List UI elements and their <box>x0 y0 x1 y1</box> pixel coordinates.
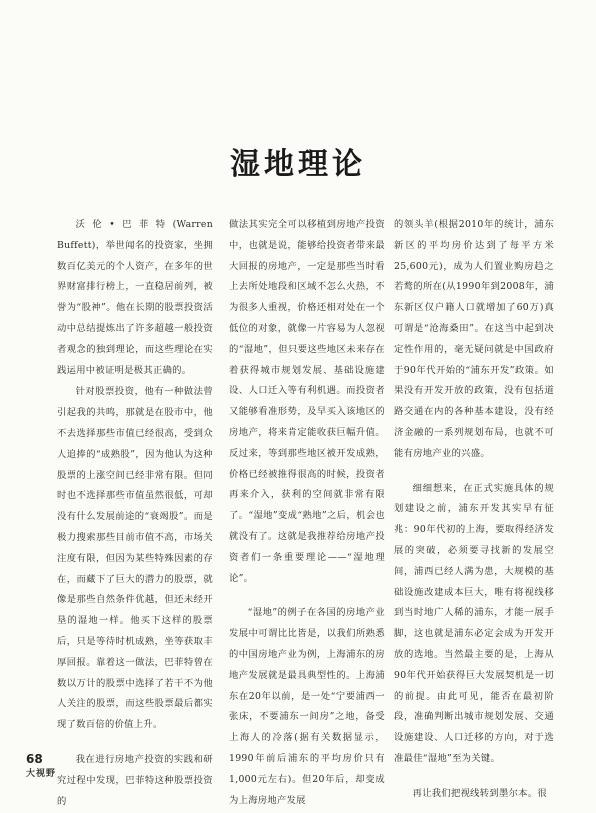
article-title: 湿地理论 <box>230 147 366 182</box>
magazine-name: 大视野 <box>26 769 57 779</box>
text-column-2 <box>229 215 385 812</box>
paragraph: 针对股票投资，他有一种做法曾引起我的共鸣，那就是在股市中，他不去选择那些市值已经很高，受到众人追捧的“成熟股”，因为他认为这种股票的上涨空间已经非常有限。但同时也不选择那些市值虽然很低，可却没有什么发展前途的“衰竭股”。而是极力搜索那些目前市值不高，市场关注度有限，但因为某些特殊因素的存在，而藏下了巨大的潜力的股票，就像是那些自然条件优越，但还未经开垦的湿地一样。他买下这样的股票后，只是等待时机成熟，坐等获取丰厚回报。靠着这一做法，巴菲特曾在数以万计的股票中选择了若干不为他人关注的股票，而这些股票最后都实现了数百倍的价值上升。 <box>57 386 213 731</box>
paragraph: 细细想来，在正式实施具体的规划建设之前，浦东开发其实早有征兆：90年代初的上海，要取得经济发展的突破，必须要寻找新的发展空间，浦西已经人满为患，大规模的基础设施改建成本巨大，唯有将视线移到当时地广人稀的浦东，才能一展手脚，这也就是浦东必定会成为开发开放的选地。当然最主要的是，上海从90年代开始获得巨大发展契机是一切的前提。由此可见，能否在最初阶段，准确判断出城市规划发展、交通设施建设、人口迁移的方向，对于选准最佳“湿地”至为关键。 <box>394 482 554 764</box>
text-column-1 <box>57 215 213 813</box>
paragraph: “湿地”的例子在各国的房地产业发展中可谓比比皆是，以我们所熟悉的中国房地产业为例，上海浦东的房地产发展就是最具典型性的。上海浦东在20年以前，是一处“宁要浦西一张床，不要浦东一间房”之地，备受上海人的冷落(据有关数据显示，1990年前后浦东的平均房价只有1,000元左右)。但20年后，却变成为上海房地产发展 <box>229 607 385 806</box>
page-number: 68 <box>26 752 43 766</box>
text-column-3 <box>394 215 554 806</box>
paragraph: 再让我们把视线转到墨尔本。很 <box>412 787 547 799</box>
paragraph: 做法其实完全可以移植到房地产投资中，也就是说，能够给投资者带来最大回报的房地产，一定是那些当时看上去所处地段和区域不怎么火热，不为很多人重视，价格还相对处在一个低位的对象，就像一片容易为人忽视的“湿地”，但只要这些地区未来存在着获得城市规划发展、基础设施建设、人口迁入等有利机遇。而投资者又能够看准形势，及早买入该地区的房地产，将来肯定能收获巨幅升值。反过来，等到那些地区被开发成熟，价格已经被推得很高的时候，投资者再来介入，获利的空间就非常有限了。“湿地”变成“熟地”之后，机会也就没有了。这就是我推荐给房地产投资者们一条重要理论——“湿地理论”。 <box>229 219 385 584</box>
paragraph: 我在进行房地产投资的实践和研究过程中发现，巴菲特这种股票投资的 <box>57 753 213 807</box>
page-footer <box>26 752 56 779</box>
paragraph: 沃伦•巴菲特(Warren Buffett)，举世闻名的投资家，坐拥数百亿美元的个人资产，在多年的世界财富排行榜上，一直稳居前列，被誉为“股神”。他在长期的股票投资活动中总结提炼出了许多超越一般投资者观念的独到理论，而这些理论在实践运用中被证明是极其正确的。 <box>57 219 213 376</box>
paragraph: 的领头羊(根据2010年的统计，浦东新区的平均房价达到了每平方米25,600元)，成为人们置业购房趋之若鹜的所在(从1990年到2008年，浦东新区仅户籍人口就增加了60万)真可谓是“沧海桑田”。在这当中起到决定性作用的，毫无疑问就是中国政府于90年代开始的“浦东开发”政策。如果没有开发开放的政策，没有包括道路交通在内的各种基本建设，没有经济金融的一系列规划布局，也就不可能有房地产业的兴盛。 <box>394 219 554 459</box>
